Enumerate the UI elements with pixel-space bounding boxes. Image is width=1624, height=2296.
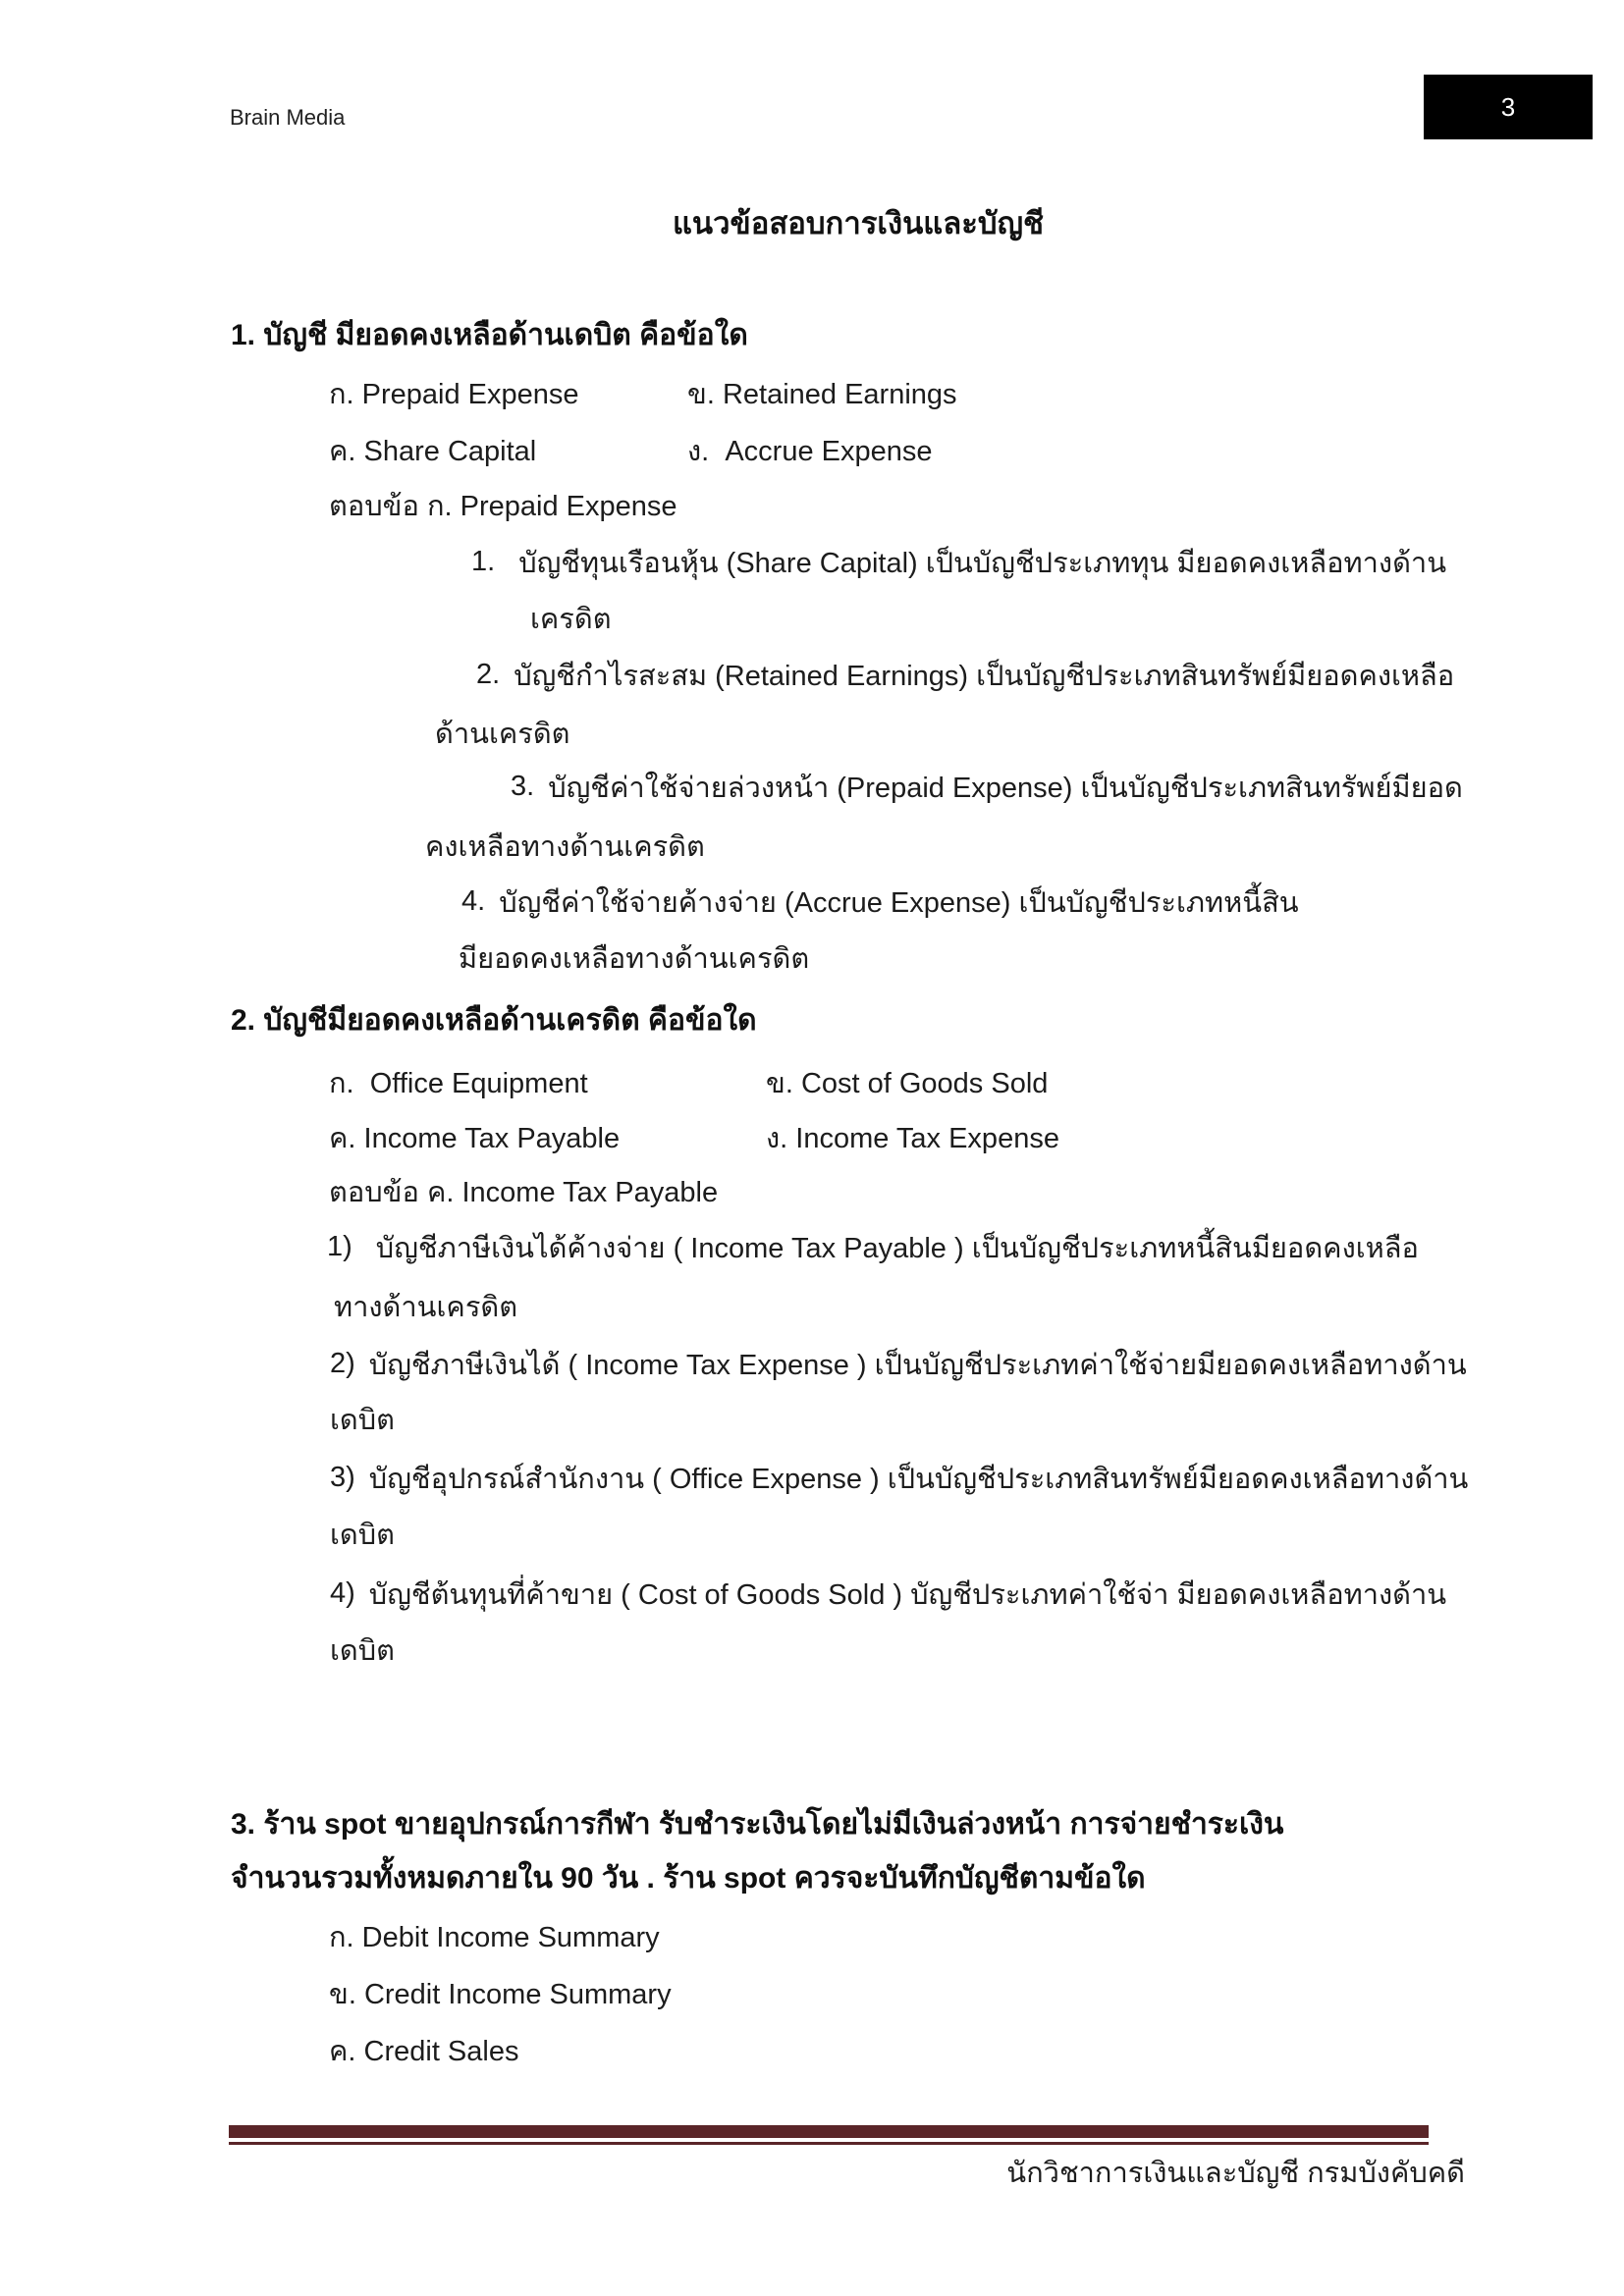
- q1-explanation-3-text: บัญชีค่าใช้จ่ายล่วงหน้า (Prepaid Expense) เป็นบัญชีประเภทสินทรัพย์มียอด: [548, 772, 1463, 804]
- q1-explanation-4-line-2: มียอดคงเหลือทางด้านเครดิต: [459, 942, 810, 975]
- q1-options-row-1: [329, 365, 957, 421]
- q2-explanation-1-line-1: [327, 1219, 1419, 1275]
- q2-explanation-3-line-2: เดบิต: [330, 1519, 395, 1551]
- q2-answer: ตอบข้อ ค. Income Tax Payable: [329, 1176, 719, 1208]
- q2-explanation-3-line-1: [330, 1450, 1468, 1506]
- q2-explanation-4-number: 4): [330, 1577, 355, 1609]
- q2-option-c: ค. Income Tax Payable: [329, 1122, 621, 1154]
- q2-explanation-4-line-2: เดบิต: [330, 1634, 395, 1667]
- q1-option-a: ก. Prepaid Expense: [329, 378, 579, 410]
- footer-rule-thin: [229, 2142, 1429, 2145]
- q2-explanation-2-line-2: เดบิต: [330, 1404, 395, 1436]
- q2-heading: 2. บัญชีมียอดคงเหลือด้านเครดิต คือข้อใด: [231, 1004, 757, 1037]
- q1-explanation-3-line-2: คงเหลือทางด้านเครดิต: [425, 830, 705, 863]
- q2-explanation-2-text: บัญชีภาษีเงินได้ ( Income Tax Expense ) เป็นบัญชีประเภทค่าใช้จ่ายมียอดคงเหลือทางด้าน: [368, 1349, 1467, 1381]
- q1-explanation-2-line-2: ด้านเครดิต: [435, 718, 570, 750]
- q2-explanation-1-number: 1): [327, 1231, 352, 1262]
- q2-option-d: ง. Income Tax Expense: [766, 1122, 1059, 1154]
- q1-explanation-4-line-1: [461, 874, 1299, 930]
- q1-explanation-2-text: บัญชีกำไรสะสม (Retained Earnings) เป็นบัญชีประเภทสินทรัพย์มียอดคงเหลือ: [514, 660, 1455, 692]
- q1-explanation-1-number: 1.: [471, 546, 496, 577]
- q1-explanation-2-line-1: [476, 647, 1454, 703]
- footer-credit: นักวิชาการเงินและบัญชี กรมบังคับคดี: [1006, 2158, 1465, 2189]
- q1-explanation-4-number: 4.: [461, 885, 486, 917]
- q2-options-row-2: [329, 1109, 1059, 1165]
- q3-option-b: ข. Credit Income Summary: [329, 1978, 672, 2010]
- q1-explanation-1-line-2: เครดิต: [530, 603, 612, 635]
- page-number-box: [1424, 75, 1593, 139]
- q1-explanation-1-line-1: [471, 534, 1446, 590]
- q2-explanation-3-number: 3): [330, 1462, 355, 1493]
- q2-explanation-1-line-2: ทางด้านเครดิต: [334, 1291, 518, 1323]
- q2-explanation-1-text: บัญชีภาษีเงินได้ค้างจ่าย ( Income Tax Payable ) เป็นบัญชีประเภทหนี้สินมียอดคงเหลือ: [375, 1232, 1419, 1264]
- q3-option-c: ค. Credit Sales: [329, 2035, 519, 2067]
- q1-option-b: ข. Retained Earnings: [687, 378, 957, 410]
- q1-answer: ตอบข้อ ก. Prepaid Expense: [329, 490, 677, 522]
- q1-explanation-2-number: 2.: [476, 659, 501, 690]
- q1-option-c: ค. Share Capital: [329, 435, 537, 467]
- doc-title: แนวข้อสอบการเงินและบัญชี: [672, 206, 1045, 240]
- q1-heading: 1. บัญชี มียอดคงเหลือด้านเดบิต คือข้อใด: [231, 319, 748, 351]
- q2-explanation-4-text: บัญชีต้นทุนที่ค้าขาย ( Cost of Goods Sold ) บัญชีประเภทค่าใช้จ่า มียอดคงเหลือทางด้าน: [368, 1578, 1447, 1611]
- q1-explanation-4-text: บัญชีค่าใช้จ่ายค้างจ่าย (Accrue Expense) เป็นบัญชีประเภทหนี้สิน: [499, 886, 1299, 919]
- footer-rule-thick: [229, 2125, 1429, 2138]
- q2-explanation-3-text: บัญชีอุปกรณ์สำนักงาน ( Office Expense ) เป็นบัญชีประเภทสินทรัพย์มียอดคงเหลือทางด้าน: [368, 1463, 1469, 1495]
- q1-explanation-3-number: 3.: [511, 771, 535, 802]
- q1-explanation-1-text: บัญชีทุนเรือนหุ้น (Share Capital) เป็นบัญชีประเภททุน มียอดคงเหลือทางด้าน: [518, 547, 1447, 579]
- q3-heading-line-2: จำนวนรวมทั้งหมดภายใน 90 วัน . ร้าน spot ควรจะบันทึกบัญชีตามข้อใด: [231, 1862, 1146, 1895]
- q1-option-d: ง. Accrue Expense: [687, 435, 933, 467]
- q2-explanation-4-line-1: [330, 1566, 1446, 1622]
- q1-explanation-3-line-1: [511, 759, 1463, 815]
- q2-explanation-2-line-1: [330, 1336, 1467, 1392]
- q2-option-b: ข. Cost of Goods Sold: [766, 1067, 1049, 1099]
- q3-option-a: ก. Debit Income Summary: [329, 1921, 660, 1953]
- q3-heading-line-1: 3. ร้าน spot ขายอุปกรณ์การกีฬา รับชำระเงินโดยไม่มีเงินล่วงหน้า การจ่ายชำระเงิน: [231, 1808, 1284, 1841]
- header-brand: Brain Media: [230, 105, 346, 130]
- q2-explanation-2-number: 2): [330, 1348, 355, 1379]
- q2-option-a: ก. Office Equipment: [329, 1067, 588, 1099]
- page-number: 3: [1500, 91, 1516, 122]
- q2-options-row-1: [329, 1054, 1048, 1110]
- q1-options-row-2: [329, 422, 933, 478]
